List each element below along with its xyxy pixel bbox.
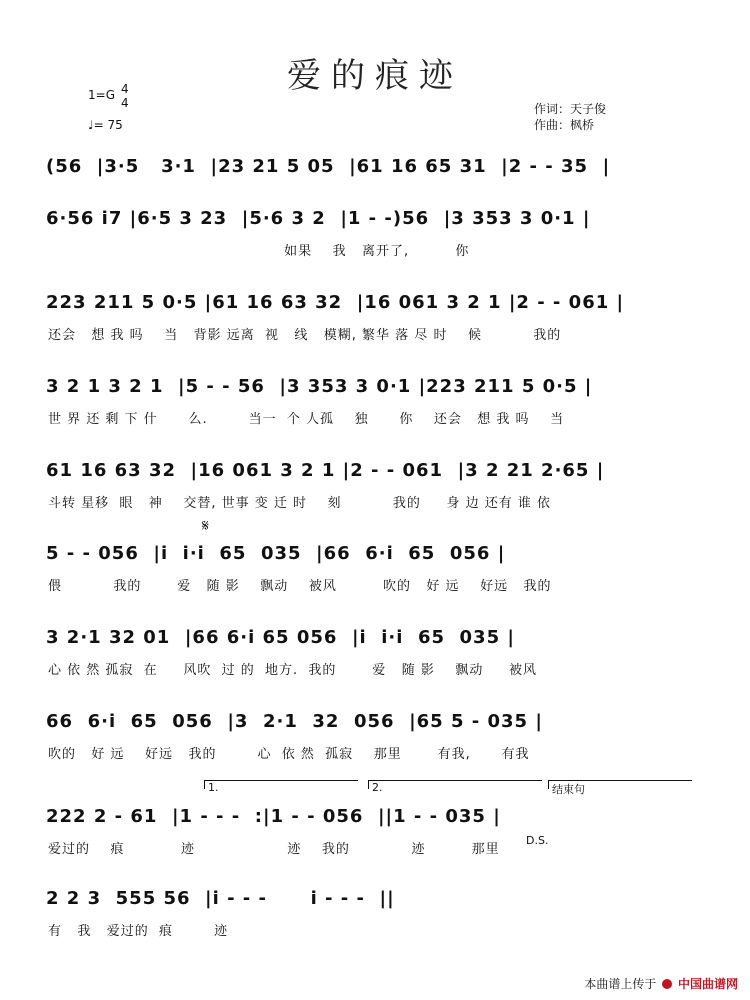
lyric-line: 还会 想 我 吗 当 背影 远离 视 线 模糊, 繁华 落 尽 时 候 我的	[48, 328, 562, 343]
score-system-9	[0, 806, 750, 866]
score-system-6	[0, 543, 750, 603]
lyric-line: 吹的 好 远 好远 我的 心 依 然 孤寂 那里 有我, 有我	[48, 747, 530, 762]
score-system-4	[0, 376, 750, 436]
score-system-10	[0, 888, 750, 948]
lyricist-credit: 作词：天子俊	[534, 102, 607, 116]
notation-line: 3 2·1 32 01 |66 6·i 65 056 |i i·i 65 035 |	[46, 627, 515, 648]
composer-credit: 作曲：枫桥	[534, 118, 595, 132]
key-signature: 1=G	[88, 88, 115, 102]
lyric-line: 如果 我 离开了, 你	[48, 244, 470, 259]
score-system-3	[0, 292, 750, 352]
notation-line: 223 211 5 0·5 |61 16 63 32 |16 061 3 2 1 |2 - - 061 |	[46, 292, 625, 313]
lyric-line: 爱过的 痕 迹 迹 我的 迹 那里	[48, 842, 500, 857]
lyric-line: 心 依 然 孤寂 在 风吹 过 的 地方. 我的 爱 随 影 飘动 被风	[48, 663, 538, 678]
notation-line: 222 2 - 61 |1 - - - :|1 - - 056 ||1 - - 035 |	[46, 806, 501, 827]
volta-first-ending: 1.	[204, 780, 358, 789]
lyric-line: 有 我 爱过的 痕 迹	[48, 924, 229, 939]
volta-second-ending: 2.	[368, 780, 542, 789]
score-system-5	[0, 460, 750, 520]
notation-line: 5 - - 056 |i i·i 65 035 |66 6·i 65 056 |	[46, 543, 506, 564]
footer-credit	[584, 975, 738, 992]
footer-text: 本曲谱上传于	[584, 977, 657, 991]
footer-brand[interactable]: 中国曲谱网	[677, 977, 738, 991]
ending-label: 结束句	[548, 780, 692, 789]
time-signature-top: 4	[121, 82, 129, 96]
lyric-line: 偎 我的 爱 随 影 飘动 被风 吹的 好 远 好远 我的	[48, 579, 552, 594]
notation-line: 66 6·i 65 056 |3 2·1 32 056 |65 5 - 035 |	[46, 711, 543, 732]
notation-line: 3 2 1 3 2 1 |5 - - 56 |3 353 3 0·1 |223 211 5 0·5 |	[46, 376, 593, 397]
notation-line: 6·56 i7 |6·5 3 23 |5·6 3 2 |1 - -)56 |3 353 3 0·1 |	[46, 208, 591, 229]
lyric-line: 世 界 还 剩 下 什 么. 当一 个 人孤 独 你 还会 想 我 吗 当	[48, 412, 565, 427]
score-system-8	[0, 711, 750, 771]
dal-segno-mark: D.S.	[526, 834, 549, 847]
notation-line: (56 |3·5 3·1 |23 21 5 05 |61 16 65 31 |2 - - 35 |	[46, 156, 611, 177]
song-title: 爱的痕迹	[287, 56, 463, 96]
time-signature	[121, 82, 129, 110]
score-system-7	[0, 627, 750, 687]
notation-line: 2 2 3 555 56 |i - - - i - - - ||	[46, 888, 395, 909]
segno-sign: 𝄋	[202, 516, 209, 535]
score-system-2	[0, 208, 750, 268]
tempo-marking: ♩= 75	[88, 118, 123, 132]
lyric-line: 斗转 星移 眼 神 交替, 世事 变 迁 时 刻 我的 身 边 还有 谁 依	[48, 496, 552, 511]
site-logo-icon	[662, 979, 672, 989]
notation-line: 61 16 63 32 |16 061 3 2 1 |2 - - 061 |3 2 21 2·65 |	[46, 460, 605, 481]
time-signature-bottom: 4	[121, 96, 129, 110]
score-system-1	[0, 156, 750, 216]
